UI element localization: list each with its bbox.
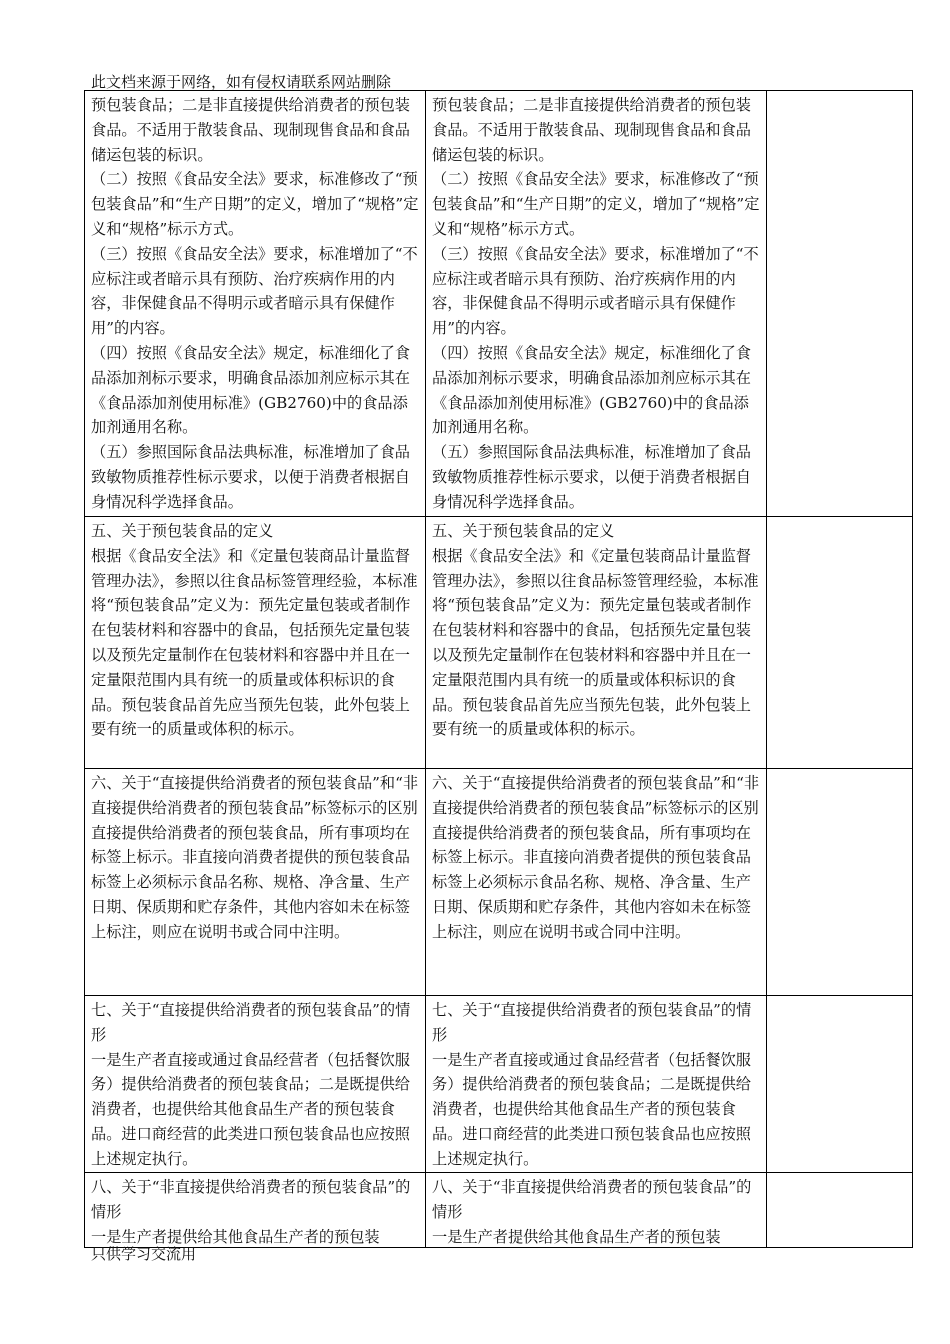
- section-heading: 五、关于预包装食品的定义: [91, 522, 274, 540]
- paragraph: 一是生产者直接或通过食品经营者（包括餐饮服务）提供给消费者的预包装食品；二是既提供给消费者，也提供给其他食品生产者的预包装食品。进口商经营的此类进口预包装食品也应按照上述规定执行。: [432, 1050, 751, 1168]
- paragraph: 一是生产者直接或通过食品经营者（包括餐饮服务）提供给消费者的预包装食品；二是既提供给消费者，也提供给其他食品生产者的预包装食品。进口商经营的此类进口预包装食品也应按照上述规定执行。: [91, 1050, 410, 1168]
- table-row: [85, 996, 913, 1173]
- revised-text-cell: [426, 996, 767, 1173]
- paragraph: （五）参照国际食品法典标准，标准增加了食品致敏物质推荐性标示要求，以便于消费者根据自身情况科学选择食品。: [432, 443, 751, 511]
- note-cell: [767, 517, 913, 769]
- revised-text-cell: [426, 91, 767, 517]
- paragraph: 直接提供给消费者的预包装食品，所有事项均在标签上标示。非直接向消费者提供的预包装食品标签上必须标示食品名称、规格、净含量、生产日期、保质期和贮存条件，其他内容如未在标签上标注，则应在说明书或合同中注明。: [432, 823, 751, 941]
- paragraph: 一是生产者提供给其他食品生产者的预包装: [91, 1227, 380, 1246]
- table-row: [85, 517, 913, 769]
- paragraph: （四）按照《食品安全法》规定，标准细化了食品添加剂标示要求，明确食品添加剂应标示其在《食品添加剂使用标准》(GB2760)中的食品添加剂通用名称。: [91, 343, 410, 437]
- section-heading: 六、关于“直接提供给消费者的预包装食品”和“非直接提供给消费者的预包装食品”标签标示的区别: [432, 774, 760, 817]
- table-row: [85, 1173, 913, 1248]
- section-heading: 七、关于“直接提供给消费者的预包装食品”的情形: [91, 1001, 411, 1044]
- paragraph: 预包装食品；二是非直接提供给消费者的预包装食品。不适用于散装食品、现制现售食品和食品储运包装的标识。: [91, 96, 410, 164]
- original-text-cell: [85, 996, 426, 1173]
- section-heading: 八、关于“非直接提供给消费者的预包装食品”的情形: [432, 1178, 752, 1221]
- note-cell: [767, 91, 913, 517]
- note-cell: [767, 769, 913, 996]
- table-row: [85, 91, 913, 517]
- note-cell: [767, 996, 913, 1173]
- original-text-cell: [85, 769, 426, 996]
- page-header-note: 此文档来源于网络，如有侵权请联系网站删除: [91, 73, 392, 91]
- paragraph: （二）按照《食品安全法》要求，标准修改了“预包装食品”和“生产日期”的定义，增加了“规格”定义和“规格”标示方式。: [432, 170, 760, 238]
- paragraph: 预包装食品；二是非直接提供给消费者的预包装食品。不适用于散装食品、现制现售食品和食品储运包装的标识。: [432, 96, 751, 164]
- section-heading: 八、关于“非直接提供给消费者的预包装食品”的情形: [91, 1178, 411, 1221]
- paragraph: 一是生产者提供给其他食品生产者的预包装: [432, 1227, 721, 1246]
- original-text-cell: [85, 1173, 426, 1248]
- page-footer-note: 只供学习交流用: [91, 1245, 197, 1263]
- paragraph: 直接提供给消费者的预包装食品，所有事项均在标签上标示。非直接向消费者提供的预包装食品标签上必须标示食品名称、规格、净含量、生产日期、保质期和贮存条件，其他内容如未在标签上标注，则应在说明书或合同中注明。: [91, 823, 410, 941]
- section-heading: 七、关于“直接提供给消费者的预包装食品”的情形: [432, 1001, 752, 1044]
- paragraph: （三）按照《食品安全法》要求，标准增加了“不应标注或者暗示具有预防、治疗疾病作用的内容，非保健食品不得明示或者暗示具有保健作用”的内容。: [432, 244, 759, 338]
- comparison-table: [84, 90, 913, 1248]
- paragraph: （五）参照国际食品法典标准，标准增加了食品致敏物质推荐性标示要求，以便于消费者根据自身情况科学选择食品。: [91, 443, 410, 511]
- section-heading: 五、关于预包装食品的定义: [432, 522, 615, 540]
- paragraph: （四）按照《食品安全法》规定，标准细化了食品添加剂标示要求，明确食品添加剂应标示其在《食品添加剂使用标准》(GB2760)中的食品添加剂通用名称。: [432, 343, 751, 437]
- original-text-cell: [85, 91, 426, 517]
- original-text-cell: [85, 517, 426, 769]
- table-row: [85, 769, 913, 996]
- paragraph: 根据《食品安全法》和《定量包装商品计量监督管理办法》，参照以往食品标签管理经验，本标准将“预包装食品”定义为：预先定量包装或者制作在包装材料和容器中的食品，包括预先定量包装以及预先定量制作在包装材料和容器中并且在一定量限范围内具有统一的质量或体积标识的食品。预包装食品首先应当预先包装，此外包装上要有统一的质量或体积的标示。: [432, 546, 759, 739]
- revised-text-cell: [426, 769, 767, 996]
- revised-text-cell: [426, 517, 767, 769]
- note-cell: [767, 1173, 913, 1248]
- paragraph: （二）按照《食品安全法》要求，标准修改了“预包装食品”和“生产日期”的定义，增加了“规格”定义和“规格”标示方式。: [91, 170, 419, 238]
- section-heading: 六、关于“直接提供给消费者的预包装食品”和“非直接提供给消费者的预包装食品”标签标示的区别: [91, 774, 419, 817]
- paragraph: （三）按照《食品安全法》要求，标准增加了“不应标注或者暗示具有预防、治疗疾病作用的内容，非保健食品不得明示或者暗示具有保健作用”的内容。: [91, 244, 418, 338]
- paragraph: 根据《食品安全法》和《定量包装商品计量监督管理办法》，参照以往食品标签管理经验，本标准将“预包装食品”定义为：预先定量包装或者制作在包装材料和容器中的食品，包括预先定量包装以及预先定量制作在包装材料和容器中并且在一定量限范围内具有统一的质量或体积标识的食品。预包装食品首先应当预先包装，此外包装上要有统一的质量或体积的标示。: [91, 546, 418, 739]
- revised-text-cell: [426, 1173, 767, 1248]
